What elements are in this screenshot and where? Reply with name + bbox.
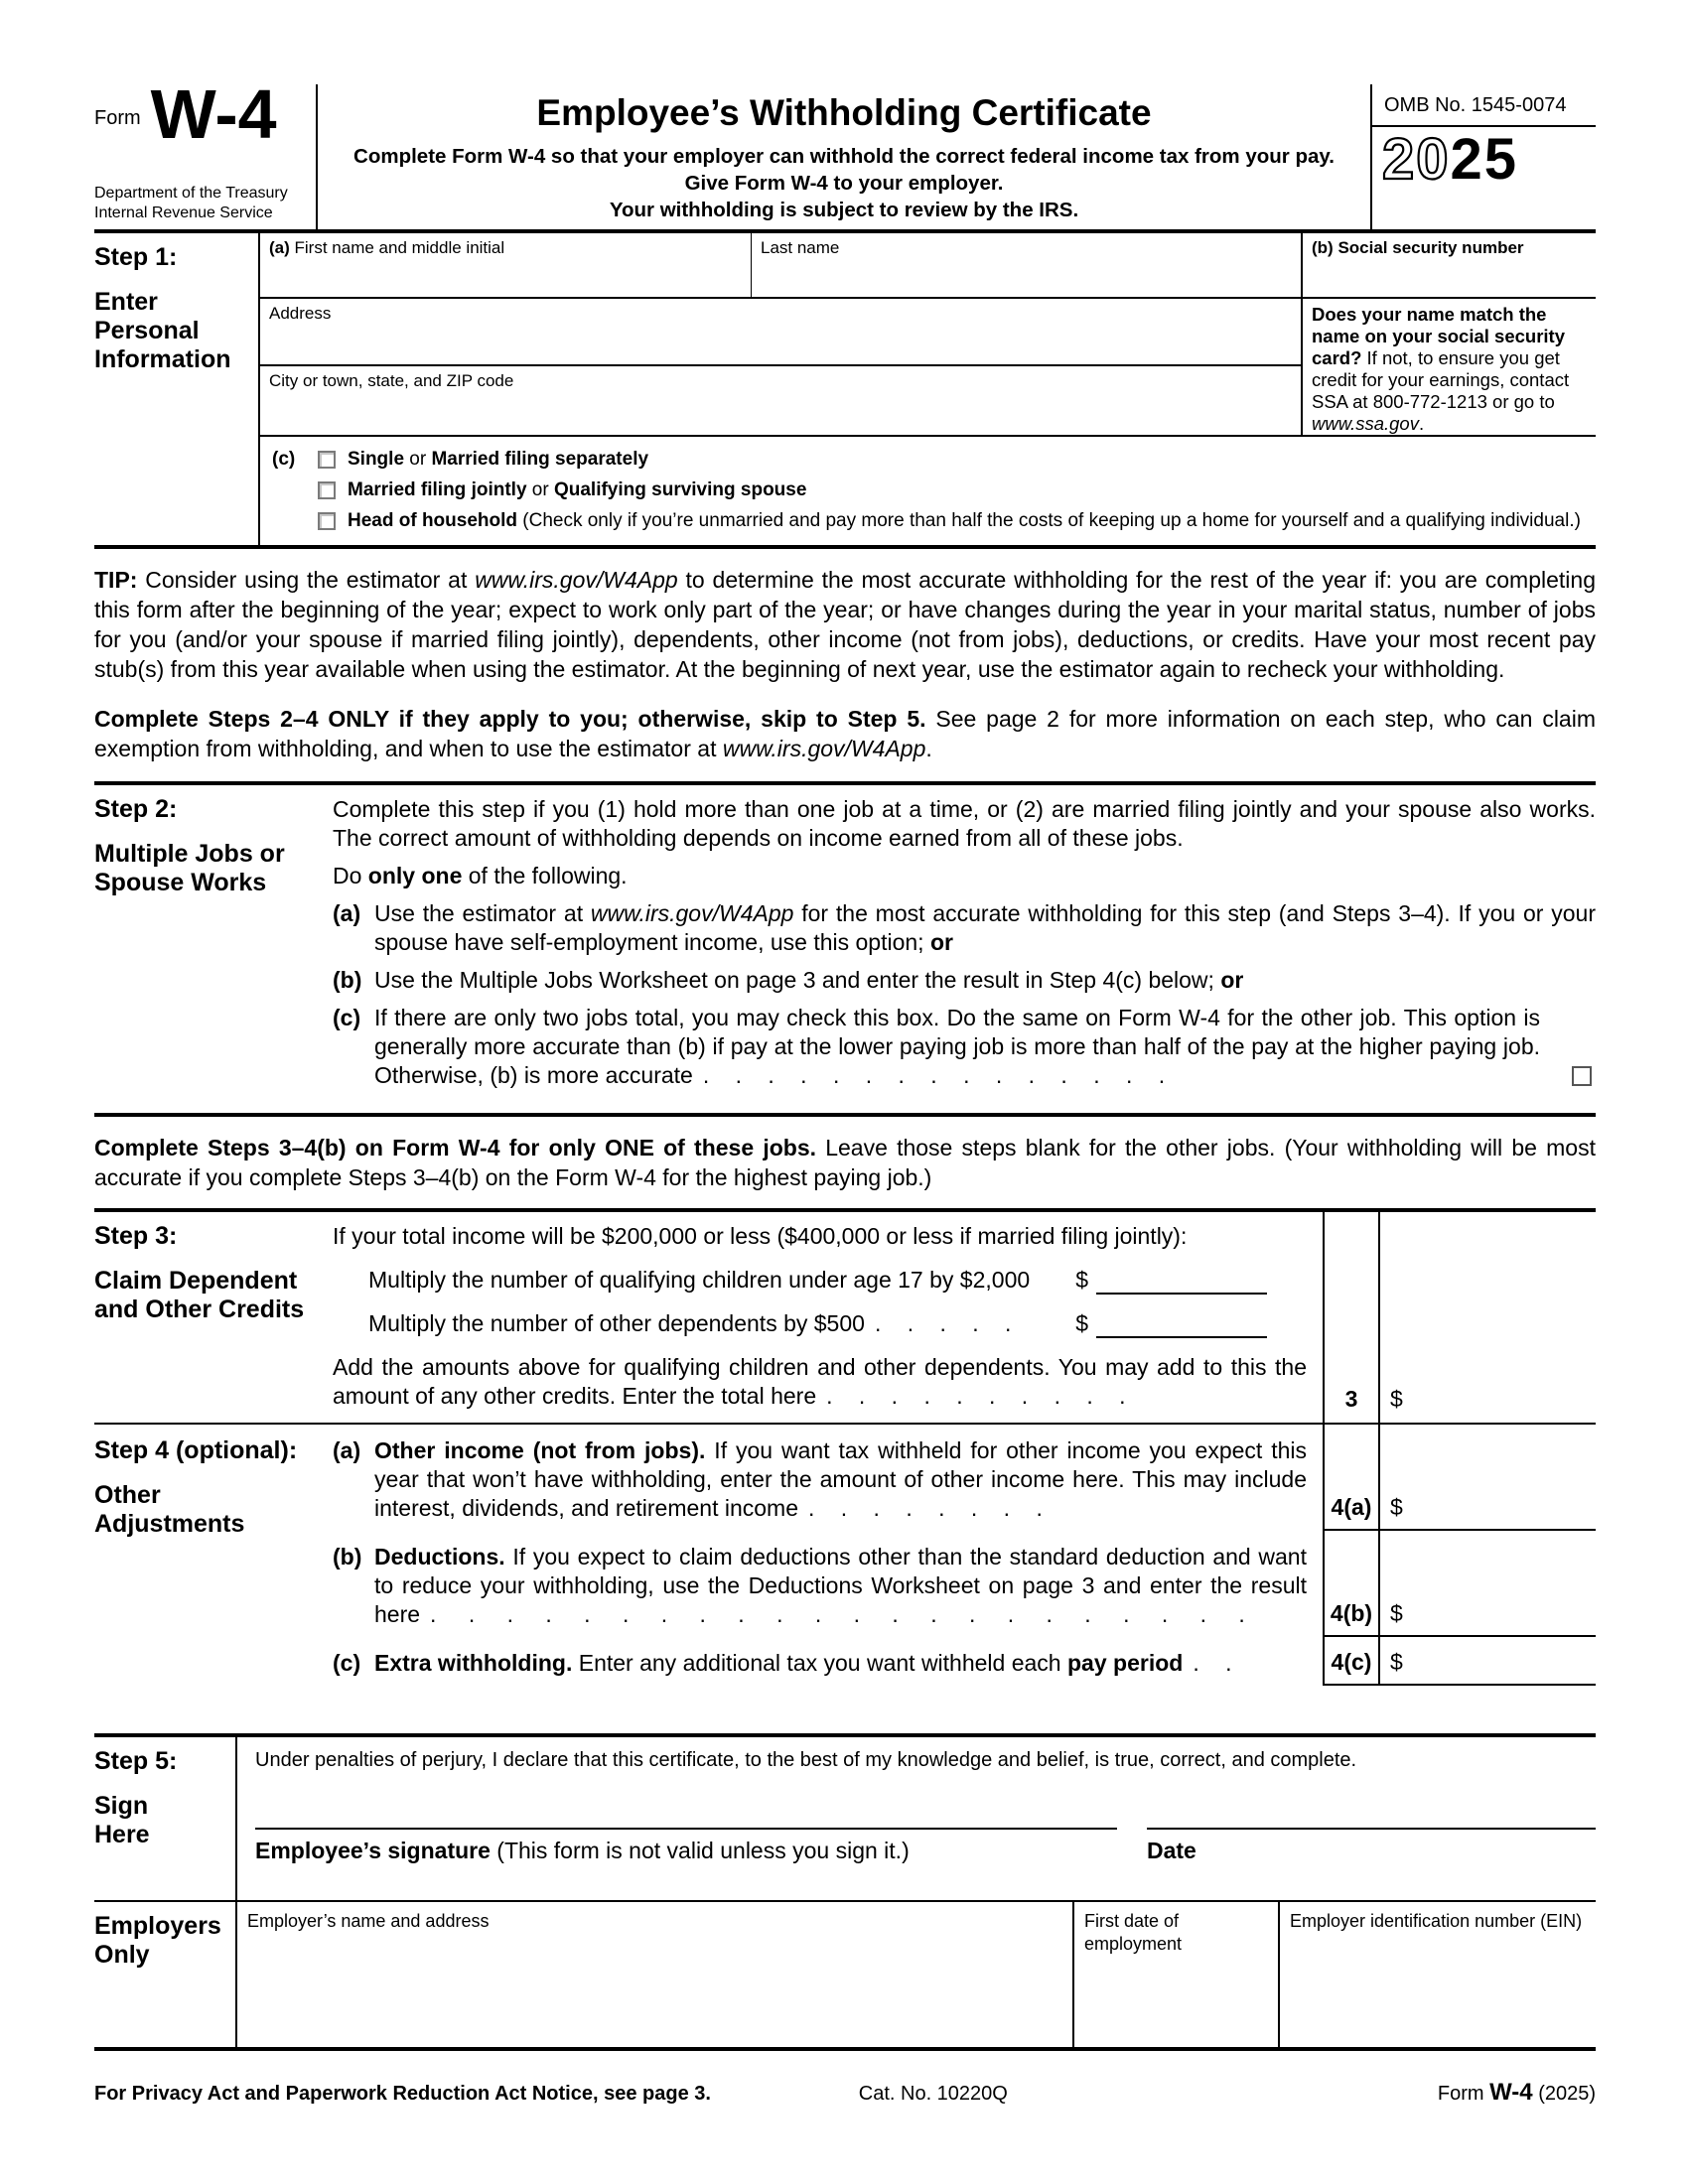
first-name-label-prefix: (a): [269, 238, 290, 257]
two-jobs-checkbox[interactable]: [1572, 1066, 1592, 1086]
step3-intro: If your total income will be $200,000 or less ($400,000 or less if married filing jointly):: [333, 1223, 1188, 1249]
step4a-row: [333, 1425, 1596, 1531]
step2-item-b: [333, 966, 1596, 995]
ssa-note-bold: Does your name match the name on your social security card?: [1312, 304, 1565, 368]
married-jointly-checkbox[interactable]: [318, 481, 336, 499]
steps-2-4-note-lead: Complete Steps 2–4 ONLY if they apply to you; otherwise, skip to Step 5.: [94, 706, 926, 732]
step4b-row: [333, 1531, 1596, 1637]
step3-number: Step 3:: [94, 1222, 178, 1250]
step5-number: Step 5:: [94, 1747, 178, 1775]
other-income-amount-input[interactable]: [1378, 1425, 1596, 1531]
employers-only-label: [94, 1902, 235, 2047]
head-of-household-checkbox[interactable]: [318, 512, 336, 530]
dot-leader: . . . . . . . . . . . . . . . . . . . . . .: [430, 1601, 1245, 1627]
step3-section: [94, 1208, 1596, 1425]
steps-3-4b-note: [94, 1133, 1596, 1192]
other-dependents-line: [333, 1309, 1307, 1338]
form-word: Form: [94, 107, 141, 129]
qualifying-children-line: [333, 1266, 1307, 1295]
agency-line-1: Department of the Treasury: [94, 185, 288, 202]
surviving-spouse-bold: Qualifying surviving spouse: [553, 479, 807, 500]
step5-section: [94, 1733, 1596, 1900]
filing-option-married-jointly[interactable]: [318, 479, 1596, 501]
line-4c-number: 4(c): [1323, 1637, 1378, 1686]
step1-number: Step 1:: [94, 243, 178, 271]
filing-option-single-label: [348, 449, 648, 471]
ssn-input[interactable]: [1303, 233, 1596, 299]
line-4b-number: 4(b): [1323, 1531, 1378, 1637]
ssn-label: Social security number: [1337, 238, 1524, 257]
signature-label-rest: (This form is not valid unless you sign it.): [490, 1838, 910, 1863]
employee-signature-input[interactable]: [255, 1828, 1117, 1864]
last-name-label: Last name: [761, 238, 840, 257]
privacy-act-notice: For Privacy Act and Paperwork Reduction Act Notice, see page 3.: [94, 2083, 711, 2105]
step2-item-c-text: [374, 1004, 1596, 1090]
step2-b-or: or: [1220, 967, 1244, 993]
step3-total-line: [333, 1353, 1307, 1411]
estimator-link: www.irs.gov/W4App: [475, 567, 678, 593]
step2-item-b-text: [374, 966, 1596, 995]
other-dependents-amount-input[interactable]: [1096, 1314, 1267, 1338]
step4c-label: (c): [333, 1650, 361, 1676]
agency-line-2: Internal Revenue Service: [94, 205, 273, 221]
step4c-text: Enter any additional tax you want withheld each: [572, 1650, 1067, 1676]
ssn-label-prefix: (b): [1312, 238, 1334, 257]
step4a-label: (a): [333, 1437, 361, 1463]
step2-a-or: or: [929, 929, 953, 955]
extra-withholding-amount-input[interactable]: [1378, 1637, 1596, 1686]
step2-item-a-text: [374, 899, 1596, 957]
step2-intro: Complete this step if you (1) hold more than one job at a time, or (2) are married filing jointly and your spouse also works. The correct amount of withholding depends on income earned from all of these jobs.: [333, 796, 1596, 851]
filing-status-section: [260, 435, 1596, 545]
single-or: or: [404, 449, 432, 470]
step1-title: Enter Personal Information: [94, 288, 231, 373]
steps-3-4b-note-lead: Complete Steps 3–4(b) on Form W-4 for only ONE of these jobs.: [94, 1135, 816, 1160]
step2-c-text: If there are only two jobs total, you may check this box. Do the same on Form W-4 for the other job. This option is generally more accurate than (b) if pay at the lower paying job is more than half of the pay at the higher paying job. Otherwise, (b) is more accurate: [374, 1005, 1540, 1088]
step2-item-c: [333, 1004, 1596, 1090]
step4b-text: If you expect to claim deductions other than the standard deduction and want to reduce your withholding, use the Deductions Worksheet on page 3 and enter the result here: [374, 1544, 1307, 1627]
filing-status-options: [318, 449, 1596, 532]
line-3-number: 3: [1323, 1212, 1378, 1423]
step2-item-a-label: (a): [333, 900, 361, 926]
estimator-link-2: www.irs.gov/W4App: [722, 736, 926, 761]
married-or: or: [526, 479, 554, 500]
city-state-zip-input[interactable]: [260, 366, 1301, 430]
step3-body: [333, 1212, 1323, 1423]
total-credits-amount-input[interactable]: [1378, 1212, 1596, 1423]
step4b-text-cell: [333, 1531, 1323, 1637]
deductions-amount-input[interactable]: [1378, 1531, 1596, 1637]
dot-leader: . . . . . . . . . . . . . . .: [702, 1062, 1166, 1088]
step5-title: Sign Here: [94, 1792, 150, 1848]
ssa-website-link: www.ssa.gov: [1312, 413, 1419, 434]
steps-2-4-note: [94, 704, 1596, 763]
single-checkbox[interactable]: [318, 451, 336, 469]
step2-section: [94, 781, 1596, 1117]
ssa-note-text-2: .: [1418, 413, 1425, 434]
step4b-paragraph: [374, 1543, 1307, 1629]
step4a-paragraph: [374, 1436, 1307, 1523]
footer-form-id: [1008, 2079, 1596, 2107]
tip-text-1: Consider using the estimator at: [137, 567, 476, 593]
first-date-employment-label: First date of employment: [1084, 1911, 1183, 1954]
steps-2-4-note-text: See page 2 for more information on each step, who can claim exemption from withholding, and when to use the estimator at: [94, 706, 1596, 761]
footer-form-year: (2025): [1538, 2083, 1596, 2105]
employers-only-section: [94, 1900, 1596, 2051]
qualifying-children-amount-input[interactable]: [1096, 1271, 1267, 1295]
date-label: Date: [1147, 1838, 1196, 1863]
step2-label: [94, 795, 333, 1099]
first-name-label: First name and middle initial: [294, 238, 505, 257]
footer-form-number: W-4: [1489, 2079, 1533, 2106]
form-subtitle-1: Complete Form W-4 so that your employer can withhold the correct federal income tax from your pay.: [353, 145, 1335, 168]
step2-b-text: Use the Multiple Jobs Worksheet on page 3 and enter the result in Step 4(c) below;: [374, 967, 1221, 993]
step4-title: Other Adjustments: [94, 1481, 245, 1538]
step2-body: [333, 795, 1596, 1099]
ssa-note-text-1: If not, to ensure you get credit for your earnings, contact SSA at 800-772-1213 or go to: [1312, 347, 1570, 412]
signature-label-bold: Employee’s signature: [255, 1838, 491, 1863]
step4a-text-cell: [333, 1425, 1323, 1531]
line-4a-number: 4(a): [1323, 1425, 1378, 1531]
footer-form-word: Form: [1437, 2083, 1484, 2105]
filing-option-single[interactable]: [318, 449, 1596, 471]
step2-item-b-label: (b): [333, 967, 362, 993]
step4a-bold: Other income (not from jobs).: [374, 1437, 706, 1463]
perjury-declaration: Under penalties of perjury, I declare that this certificate, to the best of my knowledge and belief, is true, correct, and complete.: [255, 1749, 1357, 1771]
step2-a-text-2: for the most accurate withholding for this step (and Steps 3–4). If you or your spouse have self-employment income, use this option;: [374, 900, 1597, 955]
dollar-sign: $: [1075, 1267, 1088, 1293]
qualifying-children-amount: [1075, 1266, 1267, 1295]
form-subtitle-3: Your withholding is subject to review by the IRS.: [609, 199, 1079, 221]
step4-body: [333, 1425, 1596, 1686]
step2-title: Multiple Jobs or Spouse Works: [94, 840, 285, 896]
do-pre: Do: [333, 863, 368, 888]
form-number: W-4: [150, 75, 277, 153]
filing-option-hoh-label: [348, 510, 1581, 532]
step3-label: [94, 1212, 333, 1423]
estimator-link-3: www.irs.gov/W4App: [590, 900, 794, 926]
step1-label: [94, 233, 258, 545]
step2-do-only-one: [333, 862, 1596, 890]
step1-name-row: [260, 233, 1301, 299]
separately-bold: Married filing separately: [431, 449, 649, 470]
steps-2-4-note-end: .: [925, 736, 932, 761]
form-year-suffix: 25: [1450, 127, 1519, 192]
address-label: Address: [269, 304, 332, 323]
form-title-block: [316, 84, 1370, 229]
address-input[interactable]: [260, 299, 1301, 366]
do-bold: only one: [367, 863, 463, 888]
form-subtitle-2: Give Form W-4 to your employer.: [684, 172, 1004, 195]
step4c-bold: Extra withholding.: [374, 1650, 573, 1676]
tip-paragraph: [94, 565, 1596, 684]
step4c-paragraph: [374, 1649, 1307, 1678]
step2-item-a: [333, 899, 1596, 957]
form-id-block: [94, 75, 316, 229]
ein-label: Employer identification number (EIN): [1290, 1911, 1583, 1931]
step4b-bold: Deductions.: [374, 1544, 505, 1570]
dollar-sign: $: [1390, 1386, 1403, 1412]
step3-title: Claim Dependent and Other Credits: [94, 1267, 305, 1323]
step2-a-text-1: Use the estimator at: [374, 900, 591, 926]
ein-input[interactable]: [1278, 1902, 1596, 2047]
employer-name-address-label: Employer’s name and address: [247, 1911, 490, 1931]
first-name-input[interactable]: [260, 233, 752, 297]
step4c-bold-2: pay period: [1067, 1650, 1184, 1676]
date-input[interactable]: [1147, 1828, 1596, 1864]
step5-label: [94, 1737, 235, 1900]
step5-body: [235, 1737, 1596, 1900]
other-dependents-text: Multiply the number of other dependents by $500: [368, 1310, 865, 1336]
do-post: of the following.: [462, 863, 628, 888]
hoh-rest: (Check only if you’re unmarried and pay more than half the costs of keeping up a home for yourself and a qualifying individual.): [517, 510, 1581, 531]
form-header: [94, 75, 1596, 233]
other-dependents-amount: [1075, 1309, 1267, 1338]
dollar-sign: $: [1390, 1600, 1403, 1626]
dot-leader: . . . . . . . . . .: [826, 1383, 1126, 1409]
form-number-line: [94, 75, 310, 153]
step3-total-text: Add the amounts above for qualifying children and other dependents. You may add to this the amount of any other credits. Enter the total here: [333, 1354, 1307, 1409]
dollar-sign: $: [1390, 1649, 1403, 1675]
omb-number: OMB No. 1545-0074: [1372, 84, 1596, 127]
employers-only-title: Employers Only: [94, 1912, 221, 1969]
filing-status-label: (c): [272, 449, 296, 470]
employer-name-address-input[interactable]: [235, 1902, 1072, 2047]
hoh-bold: Head of household: [348, 510, 517, 531]
tip-text-2: to determine the most accurate withholding for the rest of the year if: you are completing this form after the beginning of the year; expect to work only part of the year; or have changes during the year in your marital status, number of jobs for you (and/or your spouse if married filing jointly), dependents, other income (not from jobs), deductions, or credits. Have your most recent pay stub(s) from this year available when using the estimator. At the beginning of next year, use the estimator again to recheck your withholding.: [94, 567, 1596, 682]
form-year-prefix: 20: [1382, 127, 1451, 192]
filing-option-married-label: [348, 479, 806, 501]
dot-leader: . .: [1193, 1650, 1232, 1676]
filing-option-head-of-household[interactable]: [318, 510, 1596, 532]
last-name-input[interactable]: [752, 233, 1301, 297]
step4c-text-cell: [333, 1637, 1323, 1686]
married-bold: Married filing jointly: [348, 479, 527, 500]
step4c-row: [333, 1637, 1596, 1686]
ssa-note: [1303, 299, 1596, 435]
single-bold: Single: [348, 449, 405, 470]
steps-3-4b-note-text: Leave those steps blank for the other jobs. (Your withholding will be most accurate if you complete Steps 3–4(b) on the Form W-4 for the highest paying job.): [94, 1135, 1596, 1190]
qualifying-children-text: Multiply the number of qualifying children under age 17 by $2,000: [368, 1267, 1031, 1293]
step2-number: Step 2:: [94, 795, 178, 823]
step4b-label: (b): [333, 1544, 362, 1570]
step4a-text: If you want tax withheld for other income you expect this year that won’t have withholding, enter the amount of other income here. This may include interest, dividends, and retirement income: [374, 1437, 1308, 1521]
catalog-number: Cat. No. 10220Q: [858, 2083, 1008, 2105]
dot-leader: . . . . .: [874, 1310, 1012, 1336]
step2-item-c-label: (c): [333, 1005, 361, 1030]
step1-right-column: [1301, 233, 1596, 435]
form-title: Employee’s Withholding Certificate: [536, 92, 1152, 133]
step4-number: Step 4 (optional):: [94, 1436, 298, 1464]
tip-lead: TIP:: [94, 567, 138, 593]
omb-year-block: [1370, 84, 1596, 229]
step1-name-address-column: [260, 233, 1301, 435]
step4-label: [94, 1425, 333, 1686]
step1-field-grid: [260, 233, 1596, 435]
step1-section: [94, 233, 1596, 549]
step4-section: [94, 1425, 1596, 1686]
signature-row: [255, 1828, 1596, 1864]
dot-leader: . . . . . . . .: [808, 1495, 1043, 1521]
step1-fields: [258, 233, 1596, 545]
city-state-zip-label: City or town, state, and ZIP code: [269, 371, 514, 390]
page-footer: [94, 2079, 1596, 2107]
dollar-sign: $: [1075, 1310, 1088, 1336]
form-year: [1372, 127, 1596, 192]
first-date-employment-input[interactable]: [1072, 1902, 1278, 2047]
agency-block: [94, 184, 310, 223]
dollar-sign: $: [1390, 1494, 1403, 1520]
